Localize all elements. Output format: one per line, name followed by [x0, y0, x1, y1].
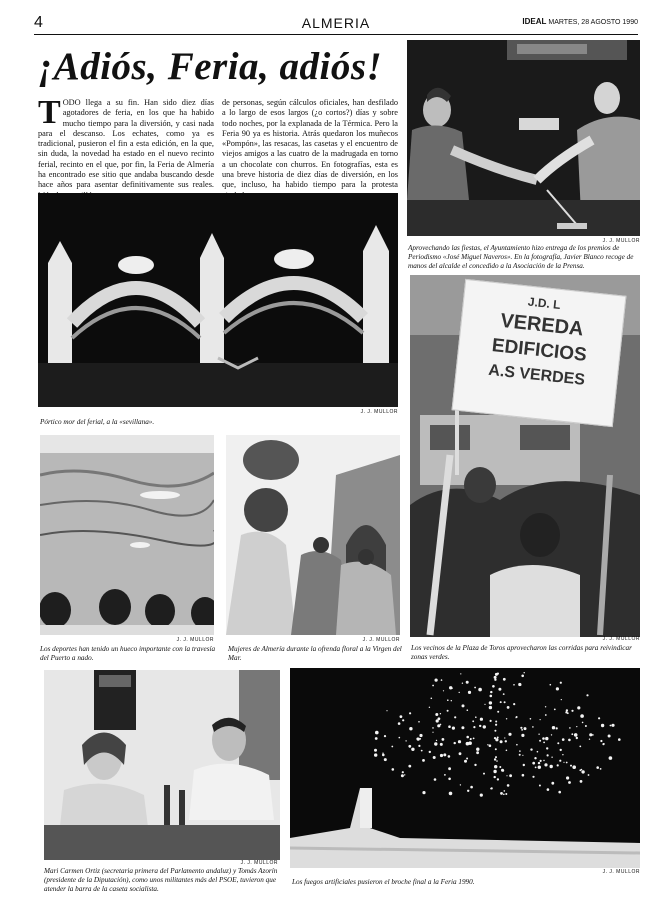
- firework-spark: [504, 737, 505, 738]
- protest-caption: Los vecinos de la Plaza de Toros aprovecharon las corridas para reivindicar zonas verdes.: [411, 644, 632, 661]
- firework-spark: [610, 725, 612, 727]
- firework-spark: [386, 710, 387, 711]
- firework-spark: [600, 740, 602, 742]
- firework-spark: [500, 701, 502, 703]
- firework-spark: [384, 735, 386, 737]
- paper-name: IDEAL: [522, 17, 547, 26]
- firework-spark: [444, 774, 446, 776]
- page-header: [34, 14, 638, 35]
- firework-spark: [556, 727, 558, 729]
- firework-spark: [540, 719, 541, 720]
- firework-spark: [560, 749, 562, 751]
- firework-spark: [558, 791, 561, 794]
- firework-spark: [468, 691, 471, 694]
- protest-sign: [452, 279, 627, 427]
- firework-spark: [532, 726, 534, 728]
- firework-spark: [495, 748, 497, 750]
- firework-spark: [503, 794, 505, 796]
- firework-spark: [562, 738, 565, 741]
- firework-spark: [577, 706, 580, 709]
- firework-spark: [544, 763, 547, 766]
- award-credit: J. J. MULLOR: [602, 238, 640, 244]
- firework-spark: [447, 699, 449, 701]
- firework-spark: [402, 719, 404, 721]
- firework-spark: [432, 685, 434, 687]
- firework-spark: [504, 701, 506, 703]
- firework-spark: [399, 737, 401, 739]
- firework-spark: [374, 753, 377, 756]
- firework-spark: [473, 726, 475, 728]
- firework-spark: [451, 700, 452, 701]
- firework-spark: [582, 722, 584, 724]
- firework-spark: [466, 758, 468, 760]
- firework-spark: [585, 725, 587, 727]
- arch-photo: [38, 193, 398, 407]
- firework-spark: [467, 709, 469, 711]
- firework-spark: [495, 721, 497, 723]
- firework-spark: [494, 676, 497, 679]
- firework-spark: [543, 742, 545, 744]
- firework-spark: [434, 778, 437, 781]
- firework-spark: [436, 740, 437, 741]
- firework-spark: [449, 792, 453, 796]
- firework-spark: [600, 768, 602, 770]
- issue-date: MARTES, 28 AGOSTO 1990: [548, 19, 638, 26]
- firework-spark: [409, 712, 411, 714]
- firework-spark: [433, 756, 436, 759]
- firework-spark: [404, 774, 405, 775]
- swim-credit: J. J. MULLOR: [176, 637, 214, 643]
- firework-spark: [499, 766, 501, 768]
- firework-spark: [571, 733, 573, 735]
- firework-spark: [467, 790, 469, 792]
- firework-spark: [539, 740, 541, 742]
- firework-spark: [551, 757, 552, 758]
- firework-spark: [382, 754, 385, 757]
- firework-spark: [589, 739, 590, 740]
- firework-spark: [408, 765, 411, 768]
- firework-spark: [474, 764, 476, 766]
- firework-spark: [480, 718, 483, 721]
- firework-spark: [462, 683, 463, 684]
- firework-spark: [522, 755, 523, 756]
- firework-spark: [566, 762, 568, 764]
- firework-spark: [524, 672, 525, 673]
- firework-spark: [542, 737, 545, 740]
- firework-spark: [568, 739, 571, 742]
- firework-spark: [440, 754, 443, 757]
- article-column-1: [38, 94, 214, 201]
- sign-line-2: VEREDA: [499, 309, 585, 341]
- firework-spark: [538, 734, 539, 735]
- firework-spark: [448, 778, 451, 781]
- firework-spark: [448, 725, 451, 728]
- firework-spark: [470, 786, 473, 789]
- firework-spark: [561, 699, 562, 700]
- firework-spark: [513, 703, 515, 705]
- offering-photo: [226, 435, 400, 635]
- firework-spark: [519, 754, 521, 756]
- firework-spark: [375, 731, 379, 735]
- firework-spark: [419, 738, 421, 740]
- firework-spark: [550, 684, 552, 686]
- firework-spark: [429, 707, 430, 708]
- firework-spark: [494, 776, 496, 778]
- firework-spark: [576, 726, 577, 727]
- firework-spark: [432, 732, 433, 733]
- firework-spark: [382, 753, 383, 754]
- firework-spark: [472, 720, 474, 722]
- firework-spark: [402, 771, 404, 773]
- firework-spark: [460, 673, 461, 674]
- award-caption: Aprovechando las fiestas, el Ayuntamiento hizo entrega de los premios de Periodismo «José Miguel Naveros». En la fotografía, Javier Blanco recoge de manos del alcalde el concedido a la Asociación de la Prensa.: [408, 244, 634, 270]
- firework-spark: [552, 726, 555, 729]
- firework-spark: [473, 738, 475, 740]
- firework-spark: [448, 767, 451, 770]
- firework-spark: [497, 737, 499, 739]
- firework-spark: [506, 775, 507, 776]
- firework-spark: [503, 678, 506, 681]
- firework-spark: [374, 749, 377, 752]
- firework-spark: [540, 760, 542, 762]
- firework-spark: [598, 717, 600, 719]
- firework-spark: [494, 765, 497, 768]
- firework-spark: [432, 727, 434, 729]
- firework-spark: [490, 691, 492, 693]
- firework-spark: [483, 773, 485, 775]
- firework-spark: [538, 762, 540, 764]
- firework-spark: [518, 683, 521, 686]
- firework-spark: [601, 724, 604, 727]
- firework-spark: [545, 714, 547, 716]
- firework-spark: [460, 784, 461, 785]
- firework-spark: [495, 673, 498, 676]
- politicians-photo: [44, 670, 280, 860]
- firework-spark: [448, 755, 451, 758]
- firework-spark: [566, 776, 569, 779]
- firework-spark: [492, 685, 495, 688]
- firework-spark: [497, 711, 499, 713]
- firework-spark: [592, 734, 594, 736]
- firework-spark: [521, 729, 523, 731]
- firework-spark: [507, 784, 510, 787]
- firework-spark: [421, 750, 423, 752]
- firework-spark: [513, 684, 515, 686]
- firework-spark: [422, 791, 425, 794]
- firework-spark: [479, 725, 481, 727]
- fireworks-photo: [290, 668, 640, 868]
- offering-credit: J. J. MULLOR: [362, 637, 400, 643]
- firework-spark: [579, 769, 581, 771]
- firework-spark: [452, 727, 455, 730]
- firework-spark: [398, 722, 401, 725]
- firework-spark: [458, 740, 461, 743]
- firework-spark: [470, 739, 471, 740]
- firework-spark: [375, 737, 378, 740]
- firework-spark: [608, 735, 611, 738]
- firework-spark: [571, 710, 573, 712]
- firework-spark: [532, 776, 534, 778]
- swim-photo: [40, 435, 214, 635]
- dateline: [522, 17, 638, 26]
- protest-photo: [410, 275, 640, 637]
- firework-spark: [489, 706, 492, 709]
- firework-spark: [588, 774, 590, 776]
- firework-spark: [418, 745, 420, 747]
- firework-spark: [572, 765, 576, 769]
- firework-spark: [476, 748, 479, 751]
- firework-spark: [503, 693, 505, 695]
- firework-spark: [550, 765, 553, 768]
- firework-spark: [556, 687, 559, 690]
- firework-spark: [409, 727, 412, 730]
- firework-spark: [500, 740, 503, 743]
- headline: ¡Adiós, Feria, adiós!: [38, 45, 383, 88]
- firework-spark: [464, 760, 467, 763]
- firework-spark: [440, 724, 442, 726]
- firework-spark: [459, 752, 462, 755]
- page-number: 4: [34, 14, 43, 31]
- firework-spark: [586, 694, 588, 696]
- firework-spark: [487, 744, 488, 745]
- firework-spark: [494, 737, 496, 739]
- firework-spark: [429, 751, 431, 753]
- firework-spark: [562, 754, 563, 755]
- drop-cap: T: [38, 94, 61, 131]
- firework-spark: [538, 766, 541, 769]
- firework-spark: [490, 788, 492, 790]
- article-column-2: [222, 98, 398, 201]
- sign-line-3: EDIFICIOS: [490, 335, 588, 366]
- firework-spark: [505, 793, 507, 795]
- firework-spark: [434, 742, 437, 745]
- firework-spark: [551, 734, 552, 735]
- firework-spark: [521, 734, 524, 737]
- firework-spark: [461, 726, 464, 729]
- firework-spark: [498, 688, 501, 691]
- firework-spark: [539, 785, 541, 787]
- firework-spark: [611, 724, 614, 727]
- firework-spark: [405, 740, 406, 741]
- firework-spark: [459, 692, 460, 693]
- firework-spark: [436, 719, 439, 722]
- firework-spark: [449, 686, 452, 689]
- firework-spark: [534, 757, 536, 759]
- firework-spark: [523, 764, 525, 766]
- firework-spark: [494, 730, 496, 732]
- firework-spark: [489, 701, 492, 704]
- firework-spark: [496, 760, 498, 762]
- firework-spark: [500, 792, 503, 795]
- firework-spark: [521, 675, 524, 678]
- firework-spark: [522, 774, 525, 777]
- firework-spark: [408, 745, 411, 748]
- article-text-2: de personas, según cálculos oficiales, han desfilado a lo largo de esos largos (¿o cortos?) días y sobre todo noches, por la explanada de la Térmica. Pero la Feria 90 ya es historia. Atrás quedaron los muñecos «Pompón», las resacas, las casetas y el encuentro de viejos amigos a las cuatro de la madrugada en torno a un chocolate con churros. En fotografías, esta es una breve historia de diez días de diversión, en los que, incluso, ha habido tiempo para la protesta: [222, 98, 398, 190]
- firework-spark: [589, 733, 592, 736]
- firework-spark: [483, 725, 486, 728]
- firework-spark: [480, 794, 483, 797]
- firework-spark: [530, 718, 532, 720]
- sign-line-1: J.D. L: [527, 294, 562, 312]
- firework-spark: [497, 778, 499, 780]
- firework-spark: [535, 767, 537, 769]
- firework-spark: [557, 742, 559, 744]
- firework-spark: [400, 715, 403, 718]
- sign-line-4: A.S VERDES: [487, 361, 586, 389]
- firework-spark: [506, 750, 508, 752]
- firework-spark: [576, 737, 578, 739]
- firework-spark: [468, 741, 472, 745]
- firework-spark: [579, 746, 581, 748]
- fireworks-caption: Los fuegos artificiales pusieron el broche final a la Feria 1990.: [292, 878, 475, 886]
- firework-spark: [574, 733, 578, 737]
- protest-credit: J. J. MULLOR: [602, 636, 640, 642]
- firework-spark: [502, 770, 504, 772]
- firework-spark: [474, 687, 476, 689]
- firework-spark: [447, 710, 449, 712]
- firework-spark: [580, 714, 584, 718]
- firework-spark: [547, 788, 550, 791]
- firework-spark: [495, 756, 497, 758]
- firework-spark: [391, 746, 393, 748]
- firework-spark: [466, 736, 469, 739]
- firework-spark: [509, 774, 512, 777]
- firework-spark: [504, 790, 506, 792]
- firework-spark: [508, 733, 511, 736]
- firework-spark: [484, 704, 485, 705]
- firework-spark: [560, 682, 562, 684]
- section-title: ALMERIA: [301, 15, 371, 31]
- firework-spark: [569, 727, 571, 729]
- firework-spark: [419, 734, 422, 737]
- firework-spark: [570, 765, 572, 767]
- firework-spark: [435, 713, 438, 716]
- firework-spark: [524, 727, 527, 730]
- firework-spark: [516, 744, 518, 746]
- firework-spark: [490, 720, 492, 722]
- firework-spark: [563, 762, 564, 763]
- firework-spark: [411, 748, 414, 751]
- firework-spark: [603, 743, 604, 744]
- firework-spark: [554, 709, 556, 711]
- swim-caption: Los deportes han tenido un hueco importante con la travesía del Puerto a nado.: [40, 645, 216, 662]
- firework-spark: [580, 780, 583, 783]
- firework-spark: [505, 740, 507, 742]
- firework-spark: [507, 706, 510, 709]
- firework-spark: [462, 704, 465, 707]
- firework-spark: [567, 712, 569, 714]
- offering-caption: Mujeres de Almería durante la ofrenda floral a la Virgen del Mar.: [228, 645, 402, 662]
- firework-spark: [454, 716, 456, 718]
- firework-spark: [551, 782, 554, 785]
- firework-spark: [401, 774, 404, 777]
- arch-caption: Pórtico mor del ferial, a la «sevillana».: [40, 418, 155, 426]
- firework-spark: [618, 738, 621, 741]
- arch-credit: J. J. MULLOR: [360, 409, 398, 415]
- firework-spark: [440, 743, 443, 746]
- firework-spark: [384, 758, 387, 761]
- firework-spark: [596, 766, 599, 769]
- firework-spark: [519, 750, 521, 752]
- politicians-credit: J. J. MULLOR: [240, 860, 278, 866]
- firework-spark: [520, 727, 522, 729]
- article-text-1: ODO llega a su fin. Han sido diez días agotadores de feria, en los que ha habido mucho tiempo para la diversión, y casi nada para el descanso. Los echates, como ya es tradicional, pusieron el fin a esta edición, en la que, sin duda, la novedad ha estado en el nuevo recinto ferial, recinto en el que, por fin, la Feria de Almería ha encontrado ese sitio que andaba buscando desde hace años para asentar definitivamente sus reales.: [38, 98, 214, 190]
- firework-spark: [609, 756, 613, 760]
- politicians-caption: Mari Carmen Ortiz (secretaria primera del Parlamento andaluz) y Tomás Azorín (presidente de la Diputación), como unos militantes más del PSOE, tuvieron que atender la barra de la caseta socialista.: [44, 867, 278, 893]
- firework-spark: [543, 760, 544, 761]
- firework-spark: [494, 758, 496, 760]
- firework-spark: [442, 738, 445, 741]
- firework-spark: [476, 751, 479, 754]
- firework-spark: [422, 759, 425, 762]
- firework-spark: [568, 781, 571, 784]
- firework-spark: [545, 706, 546, 707]
- firework-spark: [559, 760, 561, 762]
- firework-spark: [466, 681, 469, 684]
- firework-spark: [416, 738, 419, 741]
- fireworks-credit: J. J. MULLOR: [602, 869, 640, 875]
- firework-spark: [441, 679, 443, 681]
- firework-spark: [435, 679, 438, 682]
- firework-spark: [478, 688, 482, 692]
- firework-spark: [440, 713, 441, 714]
- firework-spark: [532, 762, 535, 765]
- firework-spark: [493, 770, 496, 773]
- firework-spark: [443, 753, 446, 756]
- firework-spark: [516, 716, 518, 718]
- firework-spark: [530, 748, 532, 750]
- firework-spark: [489, 744, 492, 747]
- firework-spark: [545, 737, 548, 740]
- firework-spark: [506, 718, 507, 719]
- firework-spark: [495, 724, 497, 726]
- firework-spark: [566, 709, 568, 711]
- firework-spark: [475, 716, 477, 718]
- firework-spark: [418, 721, 420, 723]
- firework-spark: [581, 770, 584, 773]
- firework-spark: [431, 698, 433, 700]
- award-photo: [407, 40, 640, 236]
- firework-spark: [454, 742, 456, 744]
- firework-spark: [546, 747, 548, 749]
- firework-spark: [490, 695, 493, 698]
- firework-spark: [443, 690, 444, 691]
- firework-spark: [537, 751, 539, 753]
- firework-spark: [547, 754, 549, 756]
- firework-spark: [392, 768, 395, 771]
- firework-spark: [557, 764, 559, 766]
